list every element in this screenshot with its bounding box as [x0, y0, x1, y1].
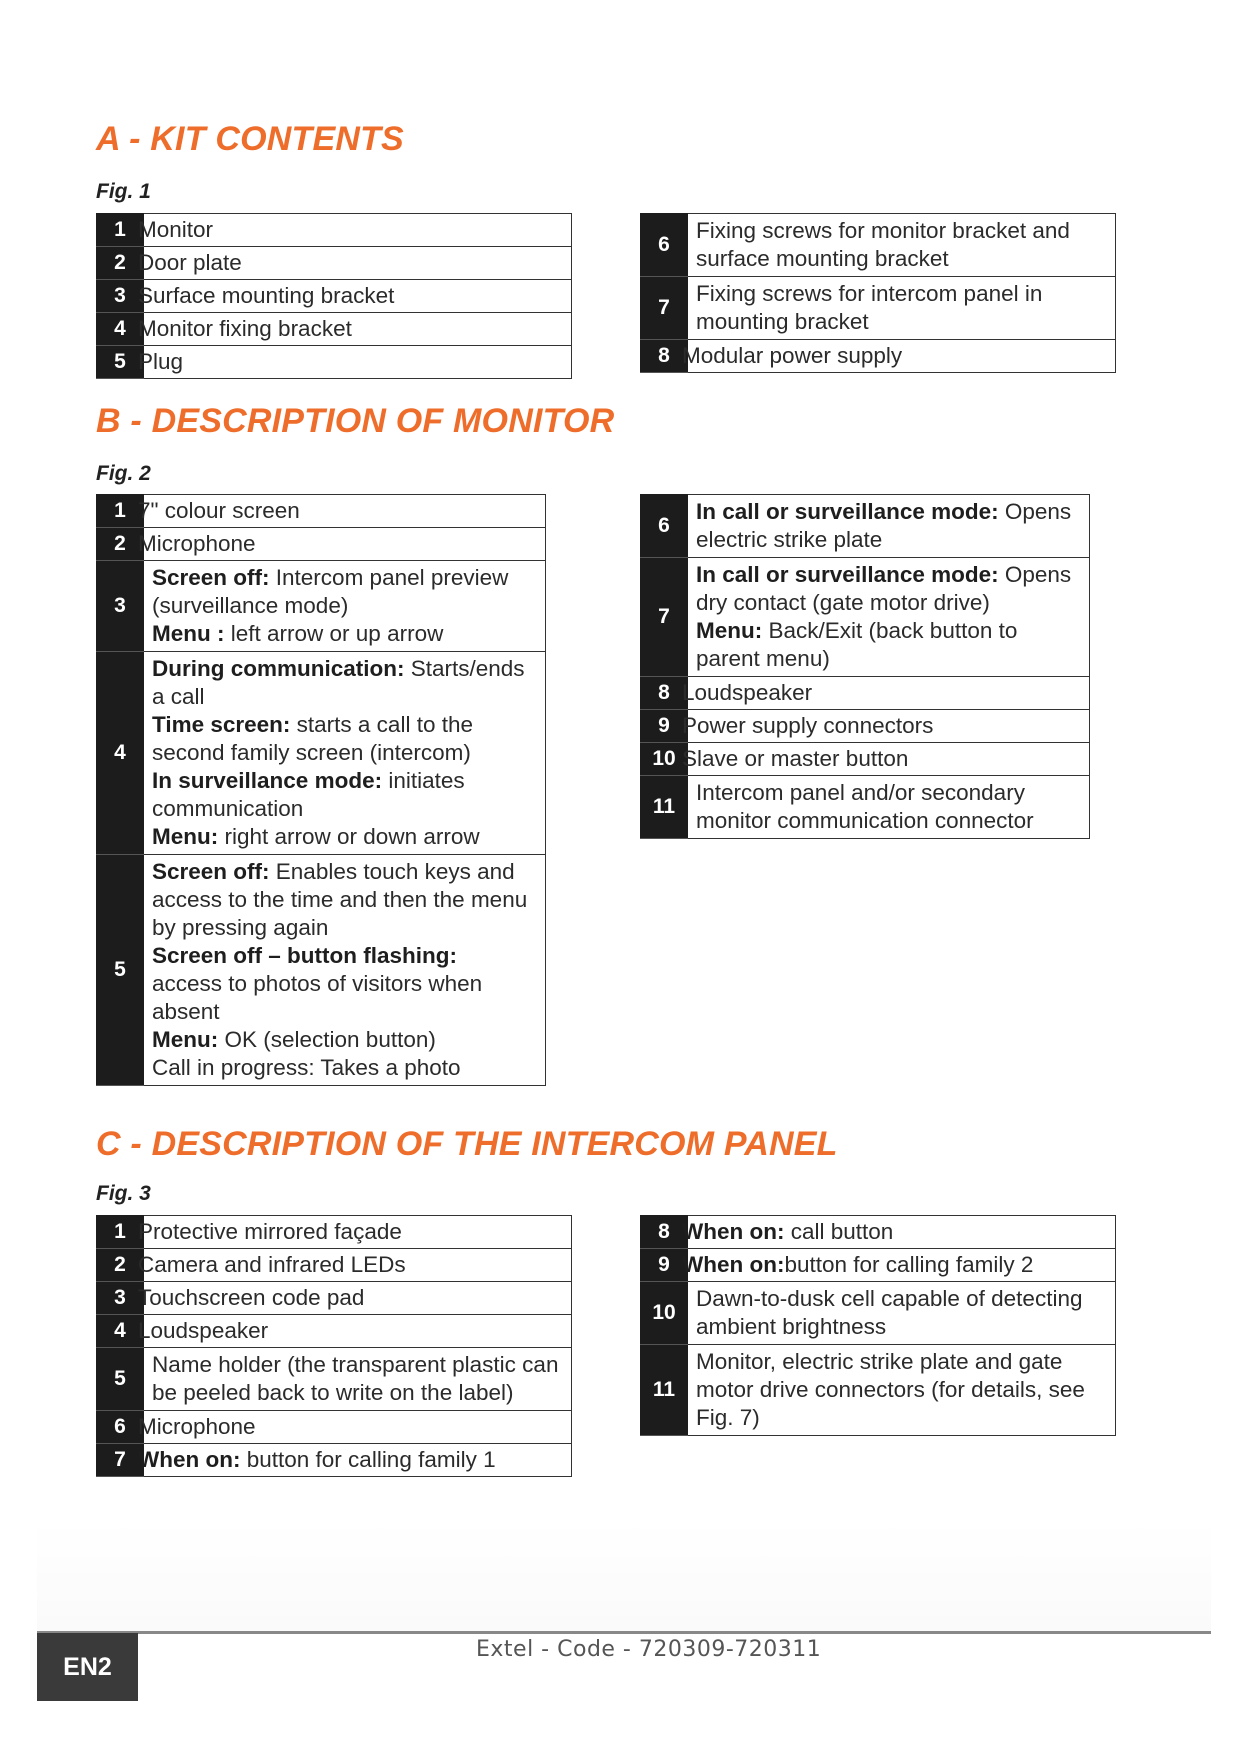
item-text: Touchscreen code pad	[144, 1282, 572, 1315]
footer-divider	[37, 1631, 1211, 1634]
item-text: Loudspeaker	[688, 677, 1090, 710]
section-title-intercom-panel: C - DESCRIPTION OF THE INTERCOM PANEL	[96, 1125, 838, 1163]
table-row	[97, 855, 546, 1086]
item-text: Microphone	[144, 528, 546, 561]
item-number: 4	[97, 1315, 144, 1348]
table-row	[97, 528, 546, 561]
item-number: 10	[641, 743, 688, 776]
item-text: In call or surveillance mode: Opens dry contact (gate motor drive) Menu: Back/Exit (back button to parent menu)	[688, 558, 1090, 677]
fig-label-1: Fig. 1	[96, 180, 151, 203]
page-number-badge: EN2	[37, 1633, 138, 1701]
item-number: 7	[641, 558, 688, 677]
item-text: In call or surveillance mode: Opens electric strike plate	[688, 495, 1090, 558]
table-row	[97, 280, 572, 313]
table-row	[641, 677, 1090, 710]
table-row	[97, 1444, 572, 1477]
table-row	[97, 561, 546, 652]
table-row	[641, 1282, 1116, 1345]
item-text: When on: button for calling family 1	[144, 1444, 572, 1477]
item-text: Fixing screws for monitor bracket and surface mounting bracket	[688, 214, 1116, 277]
item-number: 5	[97, 346, 144, 379]
item-number: 1	[97, 214, 144, 247]
table-row	[641, 495, 1090, 558]
item-text: During communication: Starts/ends a call Time screen: starts a call to the second family screen (intercom) In surveillance mode: initiates communication Menu: right arrow or down arrow	[144, 652, 546, 855]
item-number: 2	[97, 1249, 144, 1282]
table-row	[641, 277, 1116, 340]
item-number: 10	[641, 1282, 688, 1345]
item-number: 4	[97, 313, 144, 346]
item-text: Monitor fixing bracket	[144, 313, 572, 346]
item-number: 8	[641, 677, 688, 710]
kit-contents-table-right	[640, 213, 1116, 373]
panel-table-right	[640, 1215, 1116, 1436]
table-row	[641, 710, 1090, 743]
item-text: 7" colour screen	[144, 495, 546, 528]
item-text: When on:button for calling family 2	[688, 1249, 1116, 1282]
item-number: 6	[97, 1411, 144, 1444]
item-number: 6	[641, 214, 688, 277]
item-number: 7	[97, 1444, 144, 1477]
item-text: Power supply connectors	[688, 710, 1090, 743]
item-number: 11	[641, 1345, 688, 1436]
panel-table-left	[96, 1215, 572, 1477]
item-text: Modular power supply	[688, 340, 1116, 373]
item-text: Loudspeaker	[144, 1315, 572, 1348]
table-row	[641, 214, 1116, 277]
table-row	[97, 1216, 572, 1249]
table-row	[641, 743, 1090, 776]
table-row	[97, 1348, 572, 1411]
item-number: 2	[97, 247, 144, 280]
table-row	[641, 340, 1116, 373]
table-row	[97, 247, 572, 280]
item-number: 8	[641, 1216, 688, 1249]
table-row	[97, 495, 546, 528]
item-text: Microphone	[144, 1411, 572, 1444]
table-row	[641, 776, 1090, 839]
item-number: 5	[97, 855, 144, 1086]
item-text: Plug	[144, 346, 572, 379]
section-title-monitor: B - DESCRIPTION OF MONITOR	[96, 402, 615, 440]
table-row	[641, 558, 1090, 677]
item-number: 9	[641, 1249, 688, 1282]
item-text: Camera and infrared LEDs	[144, 1249, 572, 1282]
item-number: 9	[641, 710, 688, 743]
table-row	[97, 1282, 572, 1315]
item-text: When on: call button	[688, 1216, 1116, 1249]
item-number: 6	[641, 495, 688, 558]
item-number: 3	[97, 561, 144, 652]
footer-product-code: Extel - Code - 720309-720311	[476, 1637, 822, 1662]
item-text: Protective mirrored façade	[144, 1216, 572, 1249]
table-row	[97, 652, 546, 855]
footer-shade	[37, 1520, 1211, 1631]
item-number: 3	[97, 1282, 144, 1315]
item-text: Slave or master button	[688, 743, 1090, 776]
item-number: 8	[641, 340, 688, 373]
kit-contents-table-left	[96, 213, 572, 379]
monitor-table-left	[96, 494, 546, 1086]
item-text: Surface mounting bracket	[144, 280, 572, 313]
item-text: Intercom panel and/or secondary monitor communication connector	[688, 776, 1090, 839]
item-number: 1	[97, 1216, 144, 1249]
monitor-table-right	[640, 494, 1090, 839]
table-row	[97, 1249, 572, 1282]
table-row	[641, 1345, 1116, 1436]
table-row	[97, 1315, 572, 1348]
table-row	[97, 214, 572, 247]
fig-label-3: Fig. 3	[96, 1182, 151, 1205]
table-row	[641, 1216, 1116, 1249]
item-number: 4	[97, 652, 144, 855]
item-text: Monitor	[144, 214, 572, 247]
fig-label-2: Fig. 2	[96, 462, 151, 485]
item-number: 11	[641, 776, 688, 839]
item-text: Monitor, electric strike plate and gate motor drive connectors (for details, see Fig. 7)	[688, 1345, 1116, 1436]
table-row	[97, 1411, 572, 1444]
item-text: Fixing screws for intercom panel in mounting bracket	[688, 277, 1116, 340]
item-number: 5	[97, 1348, 144, 1411]
item-text: Screen off: Intercom panel preview (surveillance mode) Menu : left arrow or up arrow	[144, 561, 546, 652]
item-number: 2	[97, 528, 144, 561]
item-number: 1	[97, 495, 144, 528]
item-number: 7	[641, 277, 688, 340]
table-row	[97, 346, 572, 379]
table-row	[641, 1249, 1116, 1282]
item-text: Dawn-to-dusk cell capable of detecting ambient brightness	[688, 1282, 1116, 1345]
section-title-kit-contents: A - KIT CONTENTS	[96, 120, 404, 158]
item-text: Door plate	[144, 247, 572, 280]
table-row	[97, 313, 572, 346]
item-number: 3	[97, 280, 144, 313]
item-text: Name holder (the transparent plastic can be peeled back to write on the label)	[144, 1348, 572, 1411]
item-text: Screen off: Enables touch keys and access to the time and then the menu by pressing again Screen off – button flashing: access to photos of visitors when absent Menu: OK (selection button) Call in progress: Takes a photo	[144, 855, 546, 1086]
